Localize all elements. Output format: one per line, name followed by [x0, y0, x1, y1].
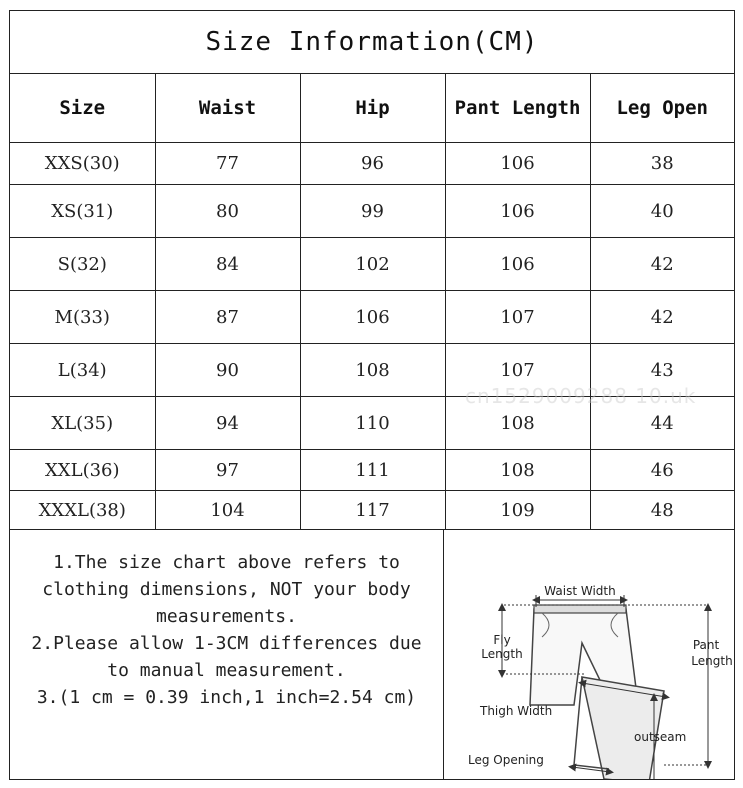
- cell-leg-open: 48: [590, 491, 734, 530]
- label-waist-width: Waist Width: [544, 584, 616, 598]
- cell-size: XXS(30): [10, 143, 155, 185]
- header-row: [10, 74, 734, 143]
- cell-hip: 96: [300, 143, 445, 185]
- cell-pant-length: 109: [445, 491, 590, 530]
- note-line: measurements.: [156, 606, 297, 627]
- size-notes: [10, 529, 444, 779]
- cell-leg-open: 46: [590, 450, 734, 491]
- cell-size: S(32): [10, 238, 155, 291]
- table-row: [10, 238, 734, 291]
- cell-leg-open: 43: [590, 344, 734, 397]
- table-row: [10, 491, 734, 530]
- note-line: 2.Please allow 1-3CM differences due: [31, 633, 422, 654]
- waistband: [534, 605, 626, 613]
- size-table: [10, 73, 734, 530]
- cell-waist: 90: [155, 344, 300, 397]
- cell-size: M(33): [10, 291, 155, 344]
- header-waist: Waist: [155, 74, 300, 143]
- header-leg-open: Leg Open: [590, 74, 734, 143]
- label-outseam: outseam: [634, 730, 687, 744]
- table-row: [10, 291, 734, 344]
- label-pant: Pant: [692, 638, 720, 652]
- cell-size: XXL(36): [10, 450, 155, 491]
- note-line: clothing dimensions, NOT your body: [42, 579, 411, 600]
- cell-pant-length: 108: [445, 450, 590, 491]
- cell-size: XS(31): [10, 185, 155, 238]
- cell-leg-open: 40: [590, 185, 734, 238]
- cell-waist: 104: [155, 491, 300, 530]
- cell-hip: 99: [300, 185, 445, 238]
- table-row: [10, 450, 734, 491]
- cell-pant-length: 106: [445, 238, 590, 291]
- cell-leg-open: 38: [590, 143, 734, 185]
- cell-waist: 87: [155, 291, 300, 344]
- chart-title: Size Information(CM): [10, 11, 734, 74]
- cell-leg-open: 44: [590, 397, 734, 450]
- cell-hip: 117: [300, 491, 445, 530]
- watermark-text: cn1529009288 10.uk: [465, 384, 697, 408]
- label-fly: Fly: [493, 633, 511, 647]
- cell-hip: 102: [300, 238, 445, 291]
- table-row: [10, 185, 734, 238]
- cell-pant-length: 106: [445, 143, 590, 185]
- label-fly-length: Length: [481, 647, 523, 661]
- label-pant-length: Length: [691, 654, 733, 668]
- header-size: Size: [10, 74, 155, 143]
- note-line: to manual measurement.: [107, 660, 346, 681]
- cell-waist: 94: [155, 397, 300, 450]
- cell-hip: 110: [300, 397, 445, 450]
- header-hip: Hip: [300, 74, 445, 143]
- cell-leg-open: 42: [590, 238, 734, 291]
- cell-hip: 106: [300, 291, 445, 344]
- pants-diagram-svg: [444, 529, 734, 779]
- cell-size: XL(35): [10, 397, 155, 450]
- cell-size: XXXL(38): [10, 491, 155, 530]
- note-line: 3.(1 cm = 0.39 inch,1 inch=2.54 cm): [36, 687, 417, 708]
- cell-hip: 108: [300, 344, 445, 397]
- header-pant-length: Pant Length: [445, 74, 590, 143]
- label-thigh-width: Thigh Width: [480, 704, 553, 718]
- cell-waist: 97: [155, 450, 300, 491]
- cell-pant-length: 106: [445, 185, 590, 238]
- cell-waist: 77: [155, 143, 300, 185]
- cell-leg-open: 42: [590, 291, 734, 344]
- label-leg-opening: Leg Opening: [468, 753, 544, 767]
- pants-illustration: [530, 609, 664, 779]
- cell-waist: 84: [155, 238, 300, 291]
- pants-measurement-diagram: [444, 529, 734, 779]
- cell-pant-length: 108: [445, 397, 590, 450]
- cell-hip: 111: [300, 450, 445, 491]
- table-row: [10, 143, 734, 185]
- cell-pant-length: 107: [445, 291, 590, 344]
- cell-size: L(34): [10, 344, 155, 397]
- note-line: 1.The size chart above refers to: [53, 552, 400, 573]
- cell-pant-length: 107: [445, 344, 590, 397]
- cell-waist: 80: [155, 185, 300, 238]
